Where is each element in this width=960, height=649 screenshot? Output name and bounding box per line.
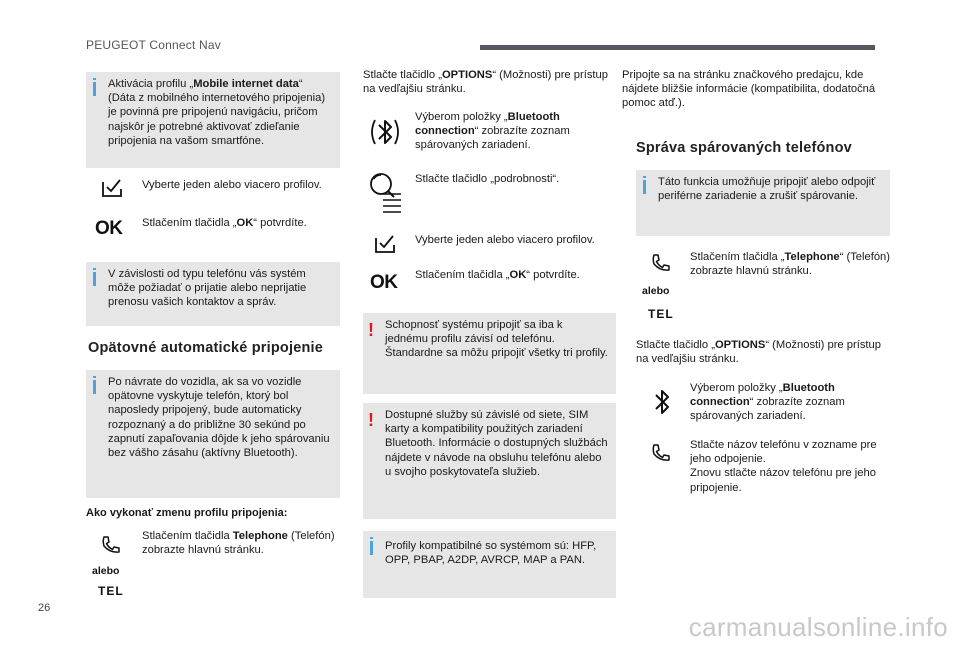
step-bluetooth-connection: Výberom položky „Bluetooth connection“ zobrazíte zoznam spárovaných zariadení. — [415, 111, 570, 152]
or-label: alebo — [92, 565, 120, 577]
step-confirm-ok: Stlačením tlačidla „OK“ potvrdíte. — [142, 217, 307, 229]
info-note-compatible-profiles: Profily kompatibilné so systémom sú: HFP, OPP, PBAP, A2DP, AVRCP, MAP a PAN. — [363, 531, 616, 598]
info-note-pairing: Táto funkcia umožňuje pripojiť alebo odpojiť periférne zariadenie a zrušiť spárovanie. — [636, 170, 890, 236]
section-heading-paired-phones: Správa spárovaných telefónov — [636, 140, 852, 156]
info-mark-icon — [93, 272, 96, 286]
info-note-mobile-data: Aktivácia profilu „Mobile internet data“ (Dáta z mobilného internetového pripojenia) je povinná pre pripojenú navigáciu, pričom najskôr je potrebné aktivovať zdieľanie pripojenia na vašom smartfóne. — [86, 72, 340, 168]
bluetooth-icon — [652, 382, 674, 422]
phone-handset-icon — [650, 252, 672, 274]
step-details: Stlačte tlačidlo „podrobnosti“. — [415, 173, 560, 185]
running-header: PEUGEOT Connect Nav — [86, 38, 221, 52]
edit-check-icon — [101, 178, 123, 198]
step-telephone: Stlačením tlačidla „Telephone“ (Telefón) zobrazte hlavnú stránku. — [690, 251, 890, 278]
step-confirm-ok: Stlačením tlačidla „OK“ potvrdíte. — [415, 269, 580, 281]
info-mark-icon — [93, 380, 96, 394]
intro-options: Stlačte tlačidlo „OPTIONS“ (Možnosti) pre prístup na vedľajšiu stránku. — [363, 69, 608, 96]
or-label: alebo — [642, 285, 670, 297]
info-mark-icon — [643, 180, 646, 194]
tel-button-icon: TEL — [648, 307, 674, 321]
info-note-contacts: V závislosti od typu telefónu vás systém môže požiadať o prijatie alebo neprijatie prenosu vašich kontaktov a správ. — [86, 262, 340, 326]
warning-note-services: ! Dostupné služby sú závislé od siete, SIM karty a kompatibility použitých zariadení Bluetooth. Informácie o dostupných službách nájdete v návode na obsluhu telefónu alebo u svojho poskytovateľa služieb. — [363, 403, 616, 519]
info-mark-icon — [370, 541, 373, 555]
phone-handset-icon — [100, 534, 122, 556]
edit-check-icon — [374, 234, 396, 254]
ok-button-icon: OK — [370, 272, 398, 293]
howto-heading: Ako vykonať zmenu profilu pripojenia: — [86, 507, 288, 519]
info-note-auto-reconnect: Po návrate do vozidla, ak sa vo vozidle opätovne vyskytuje telefón, ktorý bol naposledy pripojený, bude automaticky rozpoznaný a do približne 30 sekúnd po zapnutí zapaľovania dôjde k jeho spárovaniu bez vášho zásahu (aktívny Bluetooth). — [86, 370, 340, 498]
warning-mark-icon: ! — [368, 410, 374, 430]
watermark: carmanualsonline.info — [688, 612, 948, 642]
info-mark-icon — [93, 82, 96, 96]
tel-button-icon: TEL — [98, 584, 124, 598]
step-select-profiles: Vyberte jeden alebo viacero profilov. — [142, 179, 322, 191]
dealer-info-text: Pripojte sa na stránku značkového predajcu, kde nájdete bližšie informácie (kompatibilita, dodatočná pomoc atď.). — [622, 69, 876, 110]
bluetooth-icon — [367, 112, 403, 152]
warning-note-profiles: ! Schopnosť systému pripojiť sa iba k jednému profilu závisí od telefónu. Štandardne sa môžu pripojiť všetky tri profily. — [363, 313, 616, 394]
phone-handset-icon — [650, 442, 672, 464]
option-name: Mobile internet data — [193, 78, 299, 90]
page-number: 26 — [38, 602, 51, 614]
ok-button-icon: OK — [95, 218, 123, 239]
warning-mark-icon: ! — [368, 320, 374, 340]
step-phone-name: Stlačte názov telefónu v zozname pre jeho odpojenie. Znovu stlačte názov telefónu pre jeho pripojenie. — [690, 439, 877, 494]
step-telephone: Stlačením tlačidla Telephone (Telefón) zobrazte hlavnú stránku. — [142, 530, 335, 557]
step-bluetooth-connection: Výberom položky „Bluetooth connection“ zobrazíte zoznam spárovaných zariadení. — [690, 382, 845, 423]
step-options: Stlačte tlačidlo „OPTIONS“ (Možnosti) pre prístup na vedľajšiu stránku. — [636, 339, 881, 366]
search-details-icon — [367, 170, 405, 214]
section-heading-auto-reconnect: Opätovné automatické pripojenie — [88, 340, 324, 356]
header-rule — [480, 45, 875, 50]
step-select-profiles: Vyberte jeden alebo viacero profilov. — [415, 234, 595, 246]
